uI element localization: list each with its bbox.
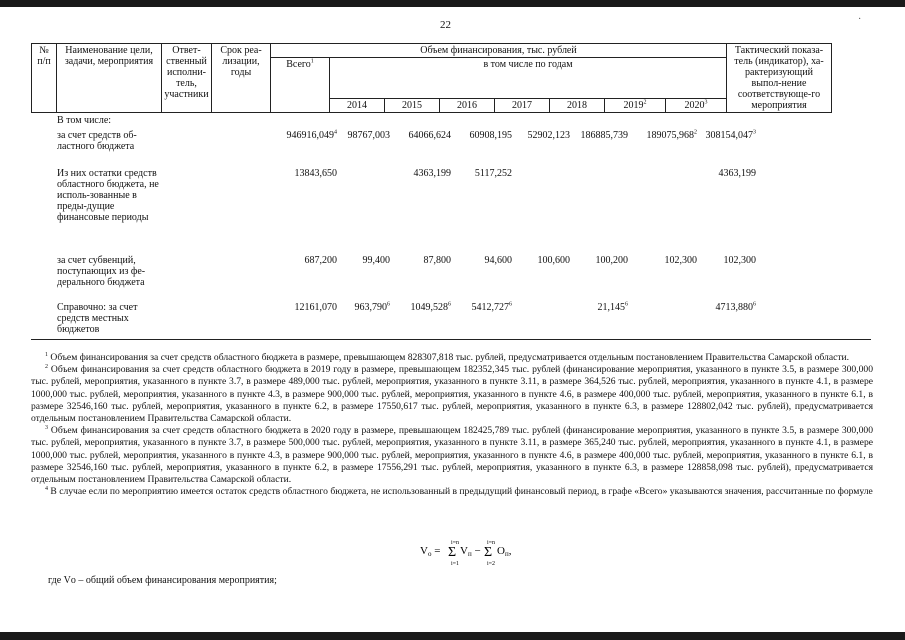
row-label-1: за счет средств об-ластного бюджета bbox=[57, 130, 137, 152]
cell-y2016-row-4: 5412,727$^6$ bbox=[471, 301, 512, 313]
formula-vo: Vо = bbox=[420, 545, 441, 558]
cell-y2020-row-3: 102,300 bbox=[723, 255, 756, 266]
footnote-3: $^3$ Объем финансирования за счет средств областного бюджета в 2020 году в размере, превышающем 182425,789 тыс. рублей (финансирование мероприятия, указанного в пункте 3.5, в размере 300,000 тыс. рублей, мероприятия, указанного в пункте 3.7, в размере 500,000 тыс. рублей, мероприятия, указанного в пункте 3.11, в размере 365,240 тыс. рублей, мероприятия, указанного в пункте 4.1, в размере 1000,000 тыс. рублей, мероприятия, указанного в пункте 4.3, в размере 900,000 тыс. рублей, мероприятия, указанного в пункте 4.6, в размере 400,000 тыс. рублей, мероприятия, указанного в пункте 6.1, в размере 32546,160 тыс. рублей, мероприятия, указанного в пункте 6.2, в размере 17556,291 тыс. рублей, мероприятия, указанного в пункте 6.3, в размере 128858,098 тыс. рублей), предусматривается отдельным постановлением Правительства Самарской области. bbox=[31, 425, 873, 486]
cell-total-row-4: 12161,070 bbox=[294, 302, 337, 313]
cell-y2015-row-1: 64066,624 bbox=[408, 130, 451, 141]
cell-y2017-row-3: 100,600 bbox=[537, 255, 570, 266]
col-term: Срок реа-лизации, годы bbox=[212, 44, 271, 113]
cell-y2019-row-1: 189075,968$^2$ bbox=[646, 129, 697, 141]
cell-y2016-row-3: 94,600 bbox=[484, 255, 512, 266]
col-financing: Объем финансирования, тыс. рублей bbox=[271, 44, 727, 58]
col-responsible: Ответ-ственный исполни-тель, участники bbox=[162, 44, 212, 113]
cell-y2015-row-3: 87,800 bbox=[423, 255, 451, 266]
formula-sum-2-top: i=n bbox=[487, 540, 496, 546]
col-year-2019: 2019$^2$ bbox=[605, 99, 666, 113]
top-border bbox=[0, 0, 905, 7]
cell-y2015-row-2: 4363,199 bbox=[413, 168, 451, 179]
cell-y2020-row-1: 308154,047$^3$ bbox=[705, 129, 756, 141]
formula-vp: Vп − bbox=[460, 545, 481, 558]
formula-sum-2-bottom: i=2 bbox=[487, 561, 496, 567]
row-label-2: Из них остатки средств областного бюджета, не исполь-зованные в преды-дущие финансовые периоды bbox=[57, 168, 159, 223]
col-number: № п/п bbox=[32, 44, 57, 113]
row-label-0: В том числе: bbox=[57, 115, 112, 126]
col-years-group: в том числе по годам bbox=[330, 58, 727, 99]
formula-sum-1: Σ bbox=[448, 545, 457, 560]
col-year-2014: 2014 bbox=[330, 99, 385, 113]
row-label-4: Справочно: за счет средств местных бюджетов bbox=[57, 302, 138, 335]
col-indicator: Тактический показа-тель (индикатор), ха-рактеризующий выпол-нение соответствующе-го мероприятия bbox=[727, 44, 832, 113]
col-year-2016: 2016 bbox=[440, 99, 495, 113]
cell-y2020-row-4: 4713,880$^6$ bbox=[715, 301, 756, 313]
formula-op: Oп, bbox=[497, 545, 512, 558]
col-year-2018: 2018 bbox=[550, 99, 605, 113]
row-label-3: за счет субвенций, поступающих из фе-дерального бюджета bbox=[57, 255, 146, 288]
footnote-2: $^2$ Объем финансирования за счет средств областного бюджета в 2019 году в размере, превышающем 182352,345 тыс. рублей (финансирование мероприятия, указанного в пункте 3.5, в размере 300,000 тыс. рублей, мероприятия, указанного в пункте 3.7, в размере 489,000 тыс. рублей, мероприятия, указанного в пункте 3.11, в размере 364,526 тыс. рублей, мероприятия, указанного в пункте 4.1, в размере 1000,000 тыс. рублей, мероприятия, указанного в пункте 4.3, в размере 900,000 тыс. рублей, мероприятия, указанного в пункте 4.6, в размере 400,000 тыс. рублей, мероприятия, указанного в пункте 6.1, в размере 32546,160 тыс. рублей, мероприятия, указанного в пункте 6.2, в размере 17550,617 тыс. рублей, мероприятия, указанного в пункте 6.3, в размере 128802,042 тыс. рублей), предусматривается отдельным постановлением Правительства Самарской области. bbox=[31, 364, 873, 425]
cell-y2014-row-1: 98767,003 bbox=[347, 130, 390, 141]
col-total: Всего$^1$ bbox=[271, 58, 330, 113]
cell-y2018-row-1: 186885,739 bbox=[580, 130, 628, 141]
financing-table-header bbox=[31, 43, 832, 113]
col-name: Наименование цели, задачи, мероприятия bbox=[57, 44, 162, 113]
footnote-1: $^1$ Объем финансирования за счет средств областного бюджета в размере, превышающем 828307,818 тыс. рублей, предусматривается отдельным постановлением Правительства Самарской области. bbox=[45, 351, 850, 363]
formula bbox=[420, 537, 530, 574]
corner-mark: · bbox=[858, 14, 862, 25]
cell-y2017-row-1: 52902,123 bbox=[527, 130, 570, 141]
col-year-2017: 2017 bbox=[495, 99, 550, 113]
cell-y2020-row-2: 4363,199 bbox=[718, 168, 756, 179]
formula-sum-1-top: i=n bbox=[451, 540, 460, 546]
cell-total-row-2: 13843,650 bbox=[294, 168, 337, 179]
formula-graphic bbox=[420, 537, 530, 571]
cell-y2016-row-2: 5117,252 bbox=[474, 168, 512, 179]
cell-y2018-row-3: 100,200 bbox=[595, 255, 628, 266]
footnotes bbox=[31, 352, 873, 498]
cell-y2016-row-1: 60908,195 bbox=[469, 130, 512, 141]
cell-total-row-3: 687,200 bbox=[304, 255, 337, 266]
cell-y2019-row-3: 102,300 bbox=[664, 255, 697, 266]
cell-y2014-row-3: 99,400 bbox=[362, 255, 390, 266]
table-bottom-line bbox=[31, 339, 871, 340]
page-number: 22 bbox=[440, 19, 451, 31]
col-year-2020: 2020$^3$ bbox=[666, 99, 727, 113]
col-year-2015: 2015 bbox=[385, 99, 440, 113]
formula-where: где Vо – общий объем финансирования мероприятия; bbox=[48, 575, 277, 586]
cell-y2018-row-4: 21,145$^6$ bbox=[597, 301, 628, 313]
cell-y2014-row-4: 963,790$^6$ bbox=[354, 301, 390, 313]
formula-sum-2: Σ bbox=[484, 545, 493, 560]
formula-sum-1-bottom: i=1 bbox=[451, 561, 460, 567]
cell-y2015-row-4: 1049,528$^6$ bbox=[410, 301, 451, 313]
bottom-border bbox=[0, 632, 905, 640]
cell-total-row-1: 946916,049$^4$ bbox=[286, 129, 337, 141]
footnote-4: $^4$ В случае если по мероприятию имеется остаток средств областного бюджета, не использованный в предыдущий финансовый период, в графе «Всего» указываются значения, рассчитанные по формуле bbox=[45, 486, 873, 498]
